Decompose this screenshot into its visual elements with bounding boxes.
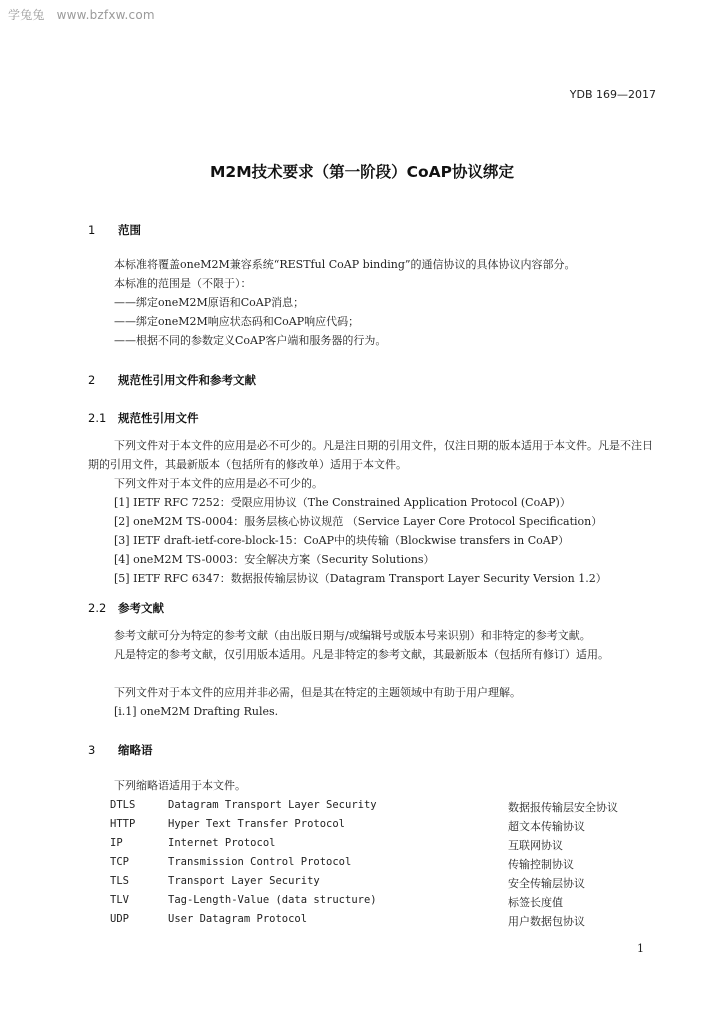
abbreviation-row	[110, 856, 650, 875]
bibliography-paragraph: 参考文献可分为特定的参考文献（由出版日期与/或编辑号或版本号来识别）和非特定的参考文献。	[114, 629, 591, 642]
reference-item: [2] oneM2M TS-0004：服务层核心协议规范 （Service Layer Core Protocol Specification）	[114, 515, 603, 528]
section-number: 1	[88, 223, 96, 237]
abbreviation-row	[110, 894, 650, 913]
section-2-1-heading	[88, 410, 199, 426]
bibliography-paragraph: 下列文件对于本文件的应用并非必需，但是其在特定的主题领域中有助于用户理解。	[114, 686, 521, 699]
bibliography-item: [i.1] oneM2M Drafting Rules.	[114, 705, 279, 718]
page-number: 1	[637, 942, 644, 955]
scope-item: ——绑定oneM2M原语和CoAP消息；	[114, 296, 305, 309]
abbreviation-english: Hyper Text Transfer Protocol	[168, 818, 346, 830]
abbreviation-english: User Datagram Protocol	[168, 913, 308, 925]
abbreviation-chinese: 超文本传输协议	[508, 820, 585, 833]
section-number: 2	[88, 373, 96, 387]
abbreviation-chinese: 标签长度值	[508, 896, 563, 909]
section-number: 3	[88, 743, 96, 757]
normative-references-intro: 下列文件对于本文件的应用是必不可少的。	[114, 477, 323, 490]
abbreviation-row	[110, 837, 650, 856]
normative-references-paragraph: 下列文件对于本文件的应用是必不可少的。凡是注日期的引用文件，仅注日期的版本适用于本文件。凡是不注日期的引用文件，其最新版本（包括所有的修改单）适用于本文件。	[88, 439, 653, 471]
section-2-heading	[88, 372, 256, 388]
abbreviation-chinese: 互联网协议	[508, 839, 563, 852]
reference-item: [3] IETF draft-ietf-core-block-15：CoAP中的块传输（Blockwise transfers in CoAP）	[114, 534, 570, 547]
abbreviation-row	[110, 875, 650, 894]
watermark	[8, 6, 155, 23]
section-number: 2.2	[88, 601, 107, 615]
watermark-site-name: 学兔兔	[8, 8, 45, 22]
section-title: 规范性引用文件和参考文献	[118, 373, 256, 387]
scope-intro: 本标准的范围是（不限于）：	[114, 277, 252, 290]
abbreviation: HTTP	[110, 818, 136, 830]
abbreviation-english: Tag-Length-Value (data structure)	[168, 894, 377, 906]
abbreviation: TLS	[110, 875, 129, 887]
section-2-2-heading	[88, 600, 164, 616]
scope-paragraph: 本标准将覆盖oneM2M兼容系统“RESTful CoAP binding”的通信协议的具体协议内容部分。	[114, 258, 576, 271]
abbreviation-chinese: 数据报传输层安全协议	[508, 801, 618, 814]
abbreviation: TCP	[110, 856, 129, 868]
abbreviation-english: Transport Layer Security	[168, 875, 320, 887]
abbreviation-row	[110, 913, 650, 932]
abbreviation-english: Transmission Control Protocol	[168, 856, 352, 868]
section-title: 缩略语	[118, 743, 153, 757]
scope-item: ——根据不同的参数定义CoAP客户端和服务器的行为。	[114, 334, 387, 347]
abbreviation-chinese: 用户数据包协议	[508, 915, 585, 928]
watermark-site-url: www.bzfxw.com	[56, 8, 155, 22]
abbreviation-english: Datagram Transport Layer Security	[168, 799, 377, 811]
abbreviation: IP	[110, 837, 123, 849]
section-title: 范围	[118, 223, 141, 237]
section-number: 2.1	[88, 411, 107, 425]
abbreviation-row	[110, 799, 650, 818]
section-title: 参考文献	[118, 601, 164, 615]
section-1-heading	[88, 222, 141, 238]
document-number: YDB 169—2017	[569, 88, 656, 101]
reference-item: [4] oneM2M TS-0003：安全解决方案（Security Solutions）	[114, 553, 435, 566]
abbreviation: TLV	[110, 894, 129, 906]
scope-item: ——绑定oneM2M响应状态码和CoAP响应代码；	[114, 315, 360, 328]
abbreviation-chinese: 安全传输层协议	[508, 877, 585, 890]
abbreviation-chinese: 传输控制协议	[508, 858, 574, 871]
abbreviation: DTLS	[110, 799, 136, 811]
abbreviation-english: Internet Protocol	[168, 837, 276, 849]
section-title: 规范性引用文件	[118, 411, 199, 425]
document-title: M2M技术要求（第一阶段）CoAP协议绑定	[209, 163, 514, 181]
reference-item: [1] IETF RFC 7252：受限应用协议（The Constrained Application Protocol (CoAP)）	[114, 496, 571, 509]
abbreviations-intro: 下列缩略语适用于本文件。	[114, 779, 246, 792]
abbreviation: UDP	[110, 913, 129, 925]
abbreviation-row	[110, 818, 650, 837]
section-3-heading	[88, 742, 153, 758]
bibliography-paragraph: 凡是特定的参考文献，仅引用版本适用。凡是非特定的参考文献，其最新版本（包括所有修订）适用。	[114, 648, 609, 661]
reference-item: [5] IETF RFC 6347：数据报传输层协议（Datagram Transport Layer Security Version 1.2）	[114, 572, 607, 585]
